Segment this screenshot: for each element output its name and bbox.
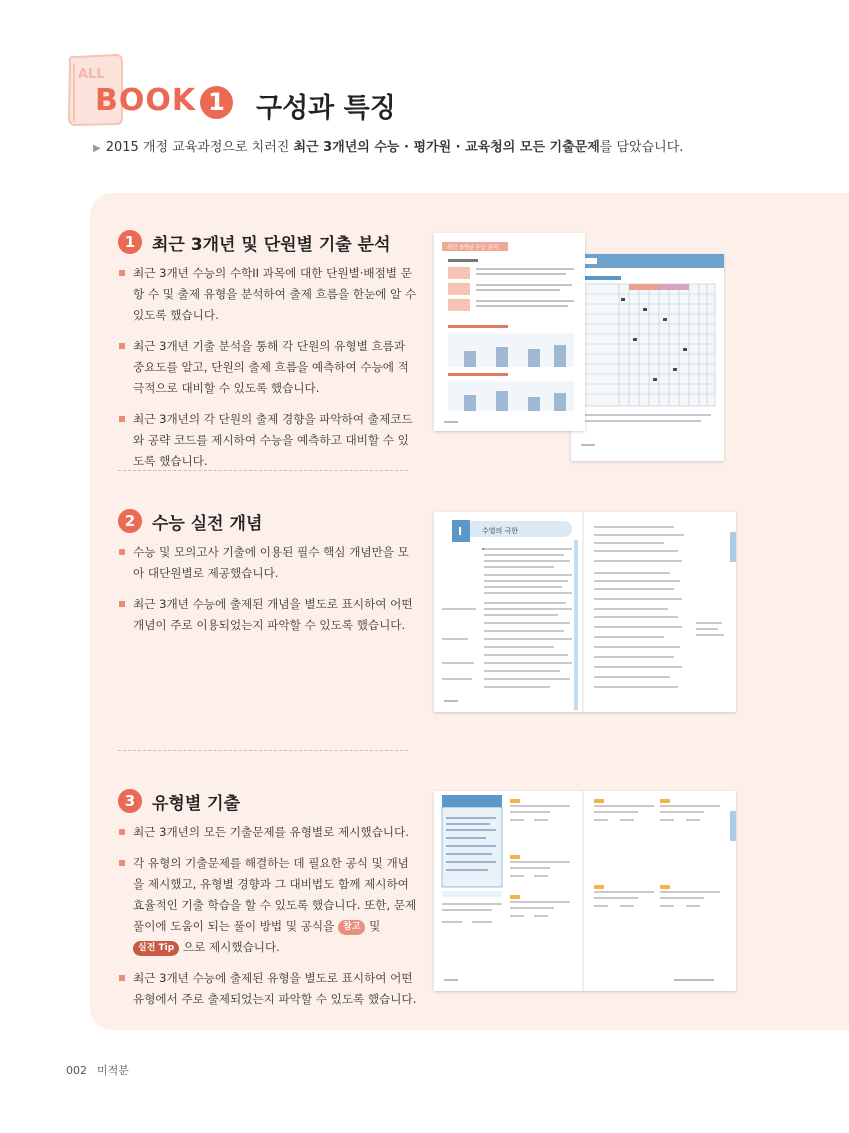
- bullet-item: 각 유형의 기출문제를 해결하는 데 필요한 공식 및 개념을 제시했고, 유형별 경향과 그 대비법도 함께 제시하여 효율적인 기출 학습을 할 수 있도록 했습니다. 또한, 문제 풀이에 도움이 되는 풀이 방법 및 공식을 참고 및 실전 Tip 으로 제시했습니다.: [118, 853, 418, 958]
- bullet-item: 최근 3개년의 각 단원의 출제 경향을 파악하여 출제코드와 공략 코드를 제시하여 수능을 예측하고 대비할 수 있도록 했습니다.: [118, 409, 418, 472]
- triangle-bullet-icon: ▶: [93, 143, 101, 154]
- table-page-illustration: [571, 254, 724, 461]
- section-divider: [118, 750, 408, 751]
- section-number-badge: 3: [118, 789, 142, 813]
- tip-chip: 실전 Tip: [133, 941, 179, 956]
- bullet-item: 최근 3개년 기출 분석을 통해 각 단원의 유형별 흐름과 중요도를 알고, 단원의 출제 흐름을 예측하여 수능에 적극적으로 대비할 수 있도록 했습니다.: [118, 336, 418, 399]
- thumbnail-analysis-page: [434, 233, 585, 431]
- concept-unit-number: I: [458, 525, 463, 538]
- section-divider: [118, 470, 408, 471]
- bullet-item: 최근 3개년 수능에 출제된 개념을 별도로 표시하여 어떤 개념이 주로 이용되었는지 파악할 수 있도록 했습니다.: [118, 594, 418, 636]
- page-number: 002: [66, 1064, 87, 1077]
- section-1: [118, 227, 418, 472]
- page-header: [0, 0, 849, 180]
- thumbnail-concept-spread: [434, 512, 736, 712]
- analysis-page-title: 최근 3개년 수능 분석: [447, 245, 499, 251]
- analysis-page-illustration: [434, 233, 585, 431]
- section-title: 유형별 기출: [152, 793, 241, 814]
- book-label: BOOK: [95, 83, 197, 118]
- problem-spread-illustration: [434, 791, 736, 991]
- section-2: [118, 506, 418, 636]
- page-subtitle: ▶ 2015 개정 교육과정으로 치러진 최근 3개년의 수능 · 평가원 · 교육청의 모든 기출문제를 담았습니다.: [93, 140, 684, 155]
- section-number-badge: 2: [118, 509, 142, 533]
- page-footer: [66, 1062, 129, 1078]
- thumbnail-analysis-table-page: [571, 254, 724, 461]
- page-title: 구성과 특징: [256, 93, 396, 124]
- book-deco-label: ALL: [78, 67, 105, 82]
- thumbnail-problem-spread: [434, 791, 736, 991]
- bullet-item: 최근 3개년의 모든 기출문제를 유형별로 제시했습니다.: [118, 822, 418, 843]
- bullet-item: 최근 3개년 수능에 출제된 유형을 별도로 표시하여 어떤 유형에서 주로 출제되었는지 파악할 수 있도록 했습니다.: [118, 968, 418, 1010]
- section-number-badge: 1: [118, 230, 142, 254]
- section-title: 최근 3개년 및 단원별 기출 분석: [152, 234, 391, 255]
- subject-label: 미적분: [97, 1064, 129, 1077]
- section-3: [118, 786, 418, 1010]
- reference-chip: 참고: [338, 920, 365, 935]
- concept-spread-illustration: [434, 512, 736, 712]
- book-number-badge: 1: [200, 86, 233, 119]
- section-title: 수능 실전 개념: [152, 513, 263, 534]
- bullet-item: 수능 및 모의고사 기출에 이용된 필수 핵심 개념만을 모아 대단원별로 제공했습니다.: [118, 542, 418, 584]
- bullet-item: 최근 3개년 수능의 수학II 과목에 대한 단원별·배점별 문항 수 및 출제 유형을 분석하여 출제 흐름을 한눈에 알 수 있도록 했습니다.: [118, 263, 418, 326]
- concept-page-title: 수열의 극한: [482, 527, 519, 535]
